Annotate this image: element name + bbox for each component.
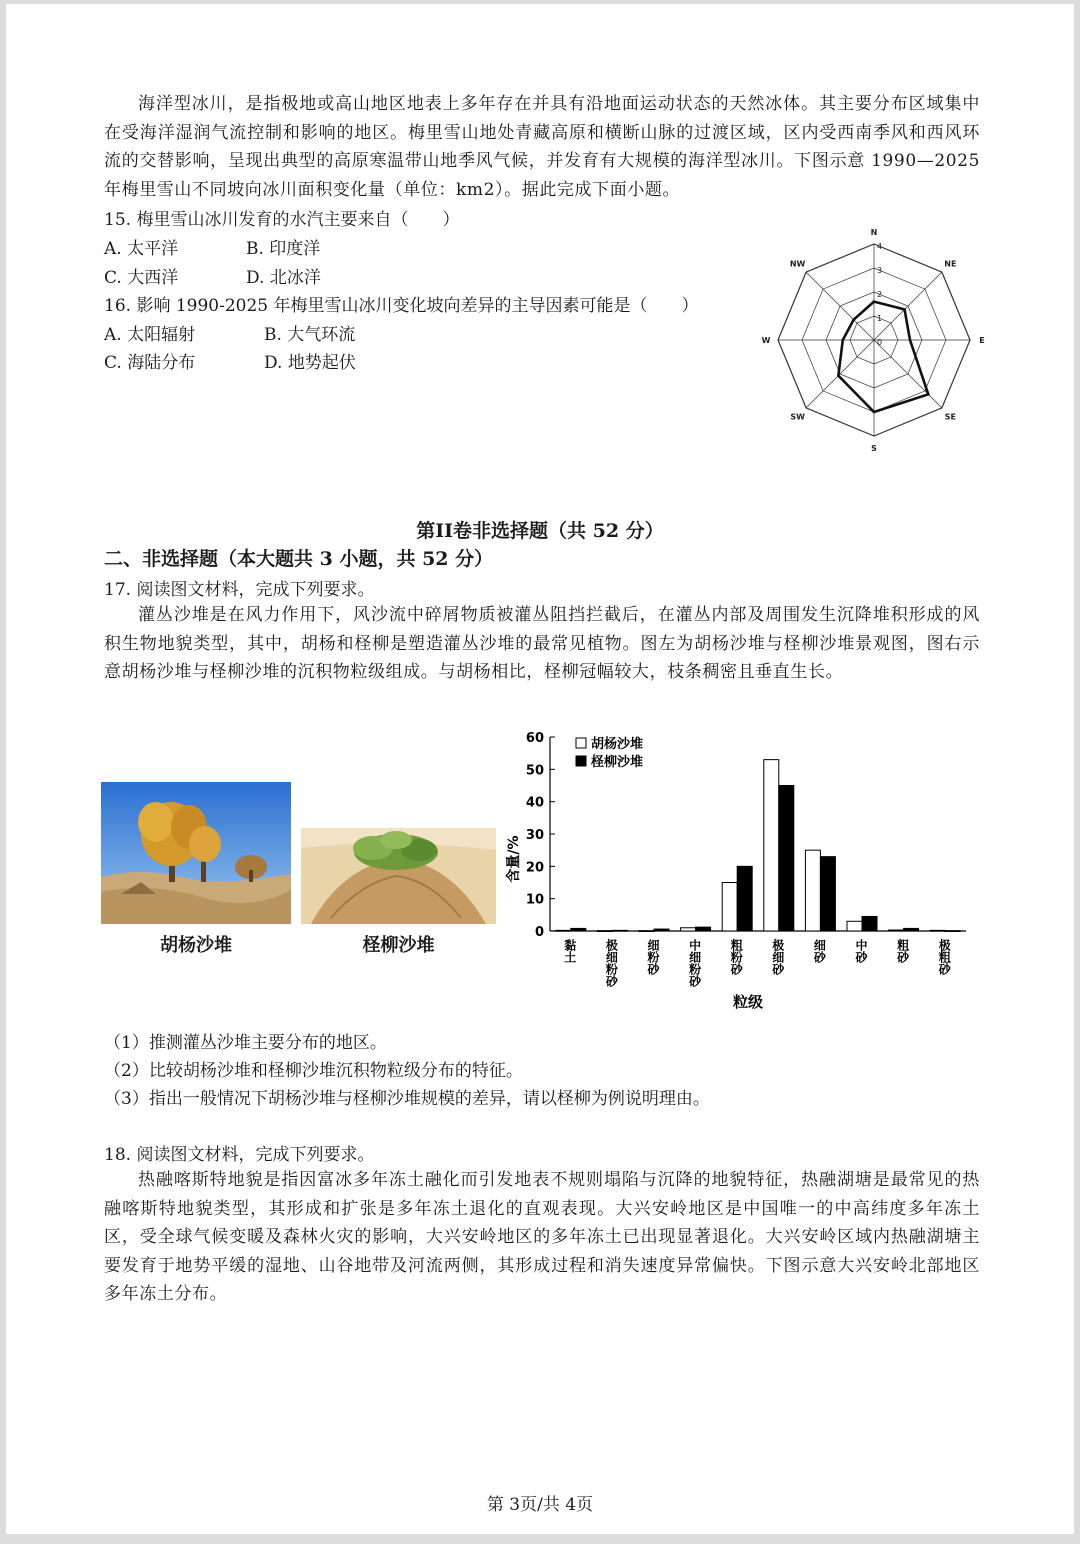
legend-swatch [576,738,586,748]
bar-populus [556,930,571,931]
q17-sub2: （2）比较胡杨沙堆和柽柳沙堆沉积物粒级分布的特征。 [104,1061,523,1081]
glacier-radar-chart [750,222,990,452]
radar-direction-label: SW [790,412,805,422]
x-tick-label: 极粗砂 [937,939,952,975]
q16-stem: 16. 影响 1990-2025 年梅里雪山冰川变化坡向差异的主导因素可能是（ ） [104,296,699,316]
tamarisk-dune-caption: 柽柳沙堆 [362,935,435,956]
section-title: 第II卷非选择题（共 52 分） [416,520,664,542]
q18-stem: 18. 阅读图文材料，完成下列要求。 [104,1145,375,1165]
bar-tamarisk [945,931,960,932]
bar-populus [889,930,904,931]
x-axis-label: 粒级 [732,993,764,1011]
legend-swatch [576,756,586,766]
radar-ring-label: 3 [877,266,883,275]
bar-tamarisk [571,928,586,931]
glacier-intro: 海洋型冰川，是指极地或高山地区地表上多年存在并具有沿地面运动状态的天然冰体。其主要分布区域集中在受海洋湿润气流控制和影响的地区。梅里雪山地处青藏高原和横断山脉的过渡区域，区内受西南季风和西风环流的交替影响，呈现出典型的高原寒温带山地季风气候，并发育有大规模的海洋型冰川。下图示意 1990—2025 年梅里雪山不同坡向冰川面积变化量（单位：km2）。据此完成下面小题。 [104,94,980,200]
radar-direction-label: NE [944,259,957,269]
legend-label: 柽柳沙堆 [591,755,644,770]
radar-direction-label: W [761,336,771,345]
radar-ring-label: 4 [877,242,883,251]
exam-page [6,4,1074,1534]
bar-populus [930,930,945,931]
radar-ring-label: 1 [877,314,883,323]
bar-tamarisk [696,927,711,931]
x-tick-label: 粗砂 [895,939,910,963]
populus-dune-caption: 胡杨沙堆 [160,935,232,956]
q17-sub3: （3）指出一般情况下胡杨沙堆与柽柳沙堆规模的差异，请以柽柳为例说明理由。 [104,1089,710,1109]
radar-ring-label: 2 [877,290,883,299]
radar-direction-label: SE [944,412,956,422]
q16-option-c: C. 海陆分布 [104,353,196,373]
bar-populus [639,931,654,932]
q15-option-c: C. 大西洋 [104,268,179,288]
page-footer: 第 3页/共 4页 [486,1495,594,1515]
q18-material: 热融喀斯特地貌是指因富冰多年冻土融化而引发地表不规则塌陷与沉降的地貌特征，热融湖塘是最常见的热融喀斯特地貌类型，其形成和扩张是多年冻土退化的直观表现。大兴安岭地区是中国唯一的中高纬度多年冻土区，受全球气候变暖及森林火灾的影响，大兴安岭地区的多年冻土已出现显著退化。大兴安岭区域内热融湖塘主要发育于地势平缓的湿地、山谷地带及河流两侧，其形成过程和消失速度异常偏快。下图示意大兴安岭北部地区多年冻土分布。 [104,1170,980,1304]
x-tick-label: 黏土 [562,939,577,963]
section-subtitle: 二、非选择题（本大题共 3 小题，共 52 分） [104,548,494,570]
y-tick-label: 60 [525,731,544,746]
x-tick-label: 中细粉砂 [687,939,702,987]
populus-dune-photo [101,782,291,928]
radar-ring-label: 0 [877,338,883,347]
radar-direction-label: NW [789,259,806,269]
radar-direction-label: E [979,336,985,345]
legend-label: 胡杨沙堆 [591,737,644,752]
y-tick-label: 50 [525,763,544,779]
q15-option-d: D. 北冰洋 [246,268,321,288]
bar-tamarisk [737,866,752,931]
x-tick-label: 细砂 [812,939,827,963]
radar-direction-label: S [871,444,877,452]
bar-tamarisk [862,916,877,931]
q15-option-a: A. 太平洋 [104,239,179,259]
q16-option-b: B. 大气环流 [264,325,356,345]
q17-stem: 17. 阅读图文材料，完成下列要求。 [104,580,375,600]
bar-tamarisk [904,928,919,931]
bar-tamarisk [779,786,794,932]
bar-populus [847,921,862,931]
bar-populus [681,928,696,931]
bar-populus [722,883,737,932]
q16-option-a: A. 太阳辐射 [104,325,196,345]
bar-populus [764,760,779,931]
radar-direction-label: N [870,228,878,237]
q15-stem: 15. 梅里雪山冰川发育的水汽主要来自（ ） [104,210,460,230]
x-tick-label: 极细粉砂 [604,939,619,987]
bar-populus [805,850,820,931]
y-tick-label: 0 [534,925,544,940]
bar-populus [597,931,612,932]
grain-size-bar-chart [496,724,976,1016]
y-tick-label: 10 [525,892,544,908]
x-tick-label: 细粉砂 [646,939,660,975]
bar-tamarisk [654,929,669,931]
q15-option-b: B. 印度洋 [246,239,321,259]
tamarisk-dune-photo [301,828,496,928]
x-tick-label: 极细砂 [770,939,785,975]
y-axis-label: 含量/% [506,835,522,883]
q16-option-d: D. 地势起伏 [264,353,356,373]
bar-tamarisk [820,857,835,931]
x-tick-label: 中砂 [854,939,868,963]
y-tick-label: 40 [525,795,544,811]
y-tick-label: 20 [525,860,544,876]
y-tick-label: 30 [525,828,544,843]
x-tick-label: 粗粉砂 [729,939,744,975]
q17-material: 灌丛沙堆是在风力作用下，风沙流中碎屑物质被灌丛阻挡拦截后，在灌丛内部及周围发生沉降堆积形成的风积生物地貌类型，其中，胡杨和柽柳是塑造灌丛沙堆的最常见植物。图左为胡杨沙堆与柽柳沙堆景观图，图右示意胡杨沙堆与柽柳沙堆的沉积物粒级组成。与胡杨相比，柽柳冠幅较大，枝条稠密且垂直生长。 [104,605,980,682]
bar-tamarisk [612,930,627,931]
q17-sub1: （1）推测灌丛沙堆主要分布的地区。 [104,1033,387,1053]
